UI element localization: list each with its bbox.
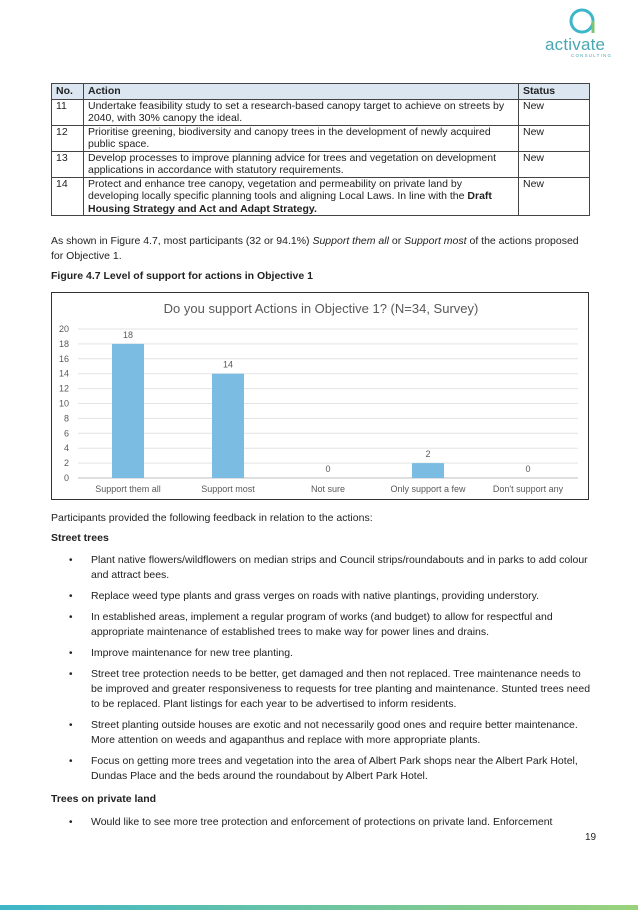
y-tick-label: 12 (58, 383, 69, 394)
y-tick-label: 18 (58, 338, 69, 349)
list-item: • In established areas, implement a regular program of works (and budget) to allow for respectful and appropriate maintenance of established trees to make way for power lines and drains. (51, 610, 591, 640)
feedback-intro: Participants provided the following feedback in relation to the actions: (51, 512, 373, 524)
bar (212, 374, 244, 478)
footer-bar (0, 905, 638, 910)
y-tick-label: 10 (58, 398, 69, 409)
data-label: 0 (325, 464, 331, 474)
intro-italic-2: Support most (404, 235, 467, 247)
intro-italic-1: Support them all (312, 235, 389, 247)
row-action-bold: Draft Housing Strategy and Act and Adapt Strategy. (88, 190, 492, 215)
y-tick-label: 6 (63, 428, 69, 439)
list-item: • Improve maintenance for new tree planting. (51, 646, 591, 661)
table-row (52, 151, 590, 177)
actions-table (51, 83, 590, 216)
y-tick-label: 8 (63, 413, 69, 424)
private-land-list (51, 815, 591, 836)
chart-svg (52, 293, 590, 501)
y-tick-label: 14 (58, 368, 69, 379)
x-tick-label: Don't support any (492, 484, 564, 494)
data-label: 14 (222, 359, 234, 370)
figure-title: Figure 4.7 Level of support for actions in Objective 1 (51, 270, 313, 282)
row-status: New (519, 99, 590, 125)
row-no: 12 (52, 125, 84, 151)
x-tick-label: Not sure (310, 484, 346, 494)
row-no: 14 (52, 177, 84, 216)
page-number: 19 (585, 832, 597, 843)
intro-paragraph (51, 234, 591, 264)
row-action: Develop processes to improve planning advice for trees and vegetation on development applications in accordance with statutory requirements. (84, 151, 519, 177)
list-item: • Replace weed type plants and grass verges on roads with native plantings, providing understory. (51, 589, 591, 604)
row-action: Undertake feasibility study to set a research-based canopy target to achieve on streets by 2040, with 30% canopy the ideal. (84, 99, 519, 125)
y-tick-label: 0 (63, 473, 69, 483)
chart-title: Do you support Actions in Objective 1? (N=34, Survey) (163, 301, 479, 316)
row-action: Prioritise greening, biodiversity and canopy trees in the development of newly acquired public space. (84, 125, 519, 151)
section-heading-private-land: Trees on private land (51, 793, 157, 805)
y-tick-label: 2 (63, 458, 69, 469)
intro-text-1: As shown in Figure 4.7, most participants (32 or 94.1%) (51, 235, 313, 247)
table-row (52, 99, 590, 125)
table-row (52, 125, 590, 151)
x-tick-label: Support most (201, 484, 255, 494)
y-tick-label: 4 (63, 443, 69, 454)
y-tick-label: 16 (58, 353, 69, 364)
bar (112, 344, 144, 478)
row-status: New (519, 125, 590, 151)
logo-text: activate (545, 35, 606, 54)
row-no: 11 (52, 99, 84, 125)
section-heading-street-trees: Street trees (51, 532, 109, 544)
row-action (84, 177, 519, 216)
street-trees-list (51, 553, 591, 790)
table-header-row (52, 84, 590, 100)
data-label: 0 (525, 464, 531, 474)
row-no: 13 (52, 151, 84, 177)
x-tick-label: Support them all (95, 484, 161, 494)
list-item: • Street planting outside houses are exotic and not necessarily good ones and require better maintenance. More attention on weeds and agapanthus and replace with more appropriate plants. (51, 718, 591, 748)
data-label: 2 (425, 449, 431, 460)
header-action: Action (84, 84, 519, 100)
y-tick-label: 20 (58, 324, 69, 334)
list-item: • Plant native flowers/wildflowers on median strips and Council strips/roundabouts and in parks to add colour and attract bees. (51, 553, 591, 583)
list-item: • Street tree protection needs to be better, get damaged and then not replaced. Tree maintenance needs to be improved and greater responsiveness to requests for tree planting and maintenance. Stunted trees need to be replaced. Plant listings for each year to be advertised to inform residents. (51, 667, 591, 712)
row-status: New (519, 177, 590, 216)
intro-text-2: or (388, 235, 405, 247)
bar (412, 463, 444, 478)
data-label: 18 (122, 329, 134, 340)
list-item: • Focus on getting more trees and vegetation into the area of Albert Park shops near the Albert Park Hotel, Dundas Place and the beds around the roundabout by Albert Park Hotel. (51, 754, 591, 784)
bar-chart (51, 292, 589, 500)
header-no: No. (52, 84, 84, 100)
x-tick-label: Only support a few (390, 484, 466, 494)
list-item: • Would like to see more tree protection and enforcement of protections on private land. Enforcement (51, 815, 591, 830)
intro-text-3: of the actions proposed for Objective 1. (51, 235, 579, 262)
table-row (52, 177, 590, 216)
header-status: Status (519, 84, 590, 100)
row-status: New (519, 151, 590, 177)
logo-subtext: CONSULTING (571, 53, 613, 58)
row-action-text: Protect and enhance tree canopy, vegetation and permeability on private land by developing locally specific planning tools and aligning Local Laws. In line with the (88, 177, 468, 202)
